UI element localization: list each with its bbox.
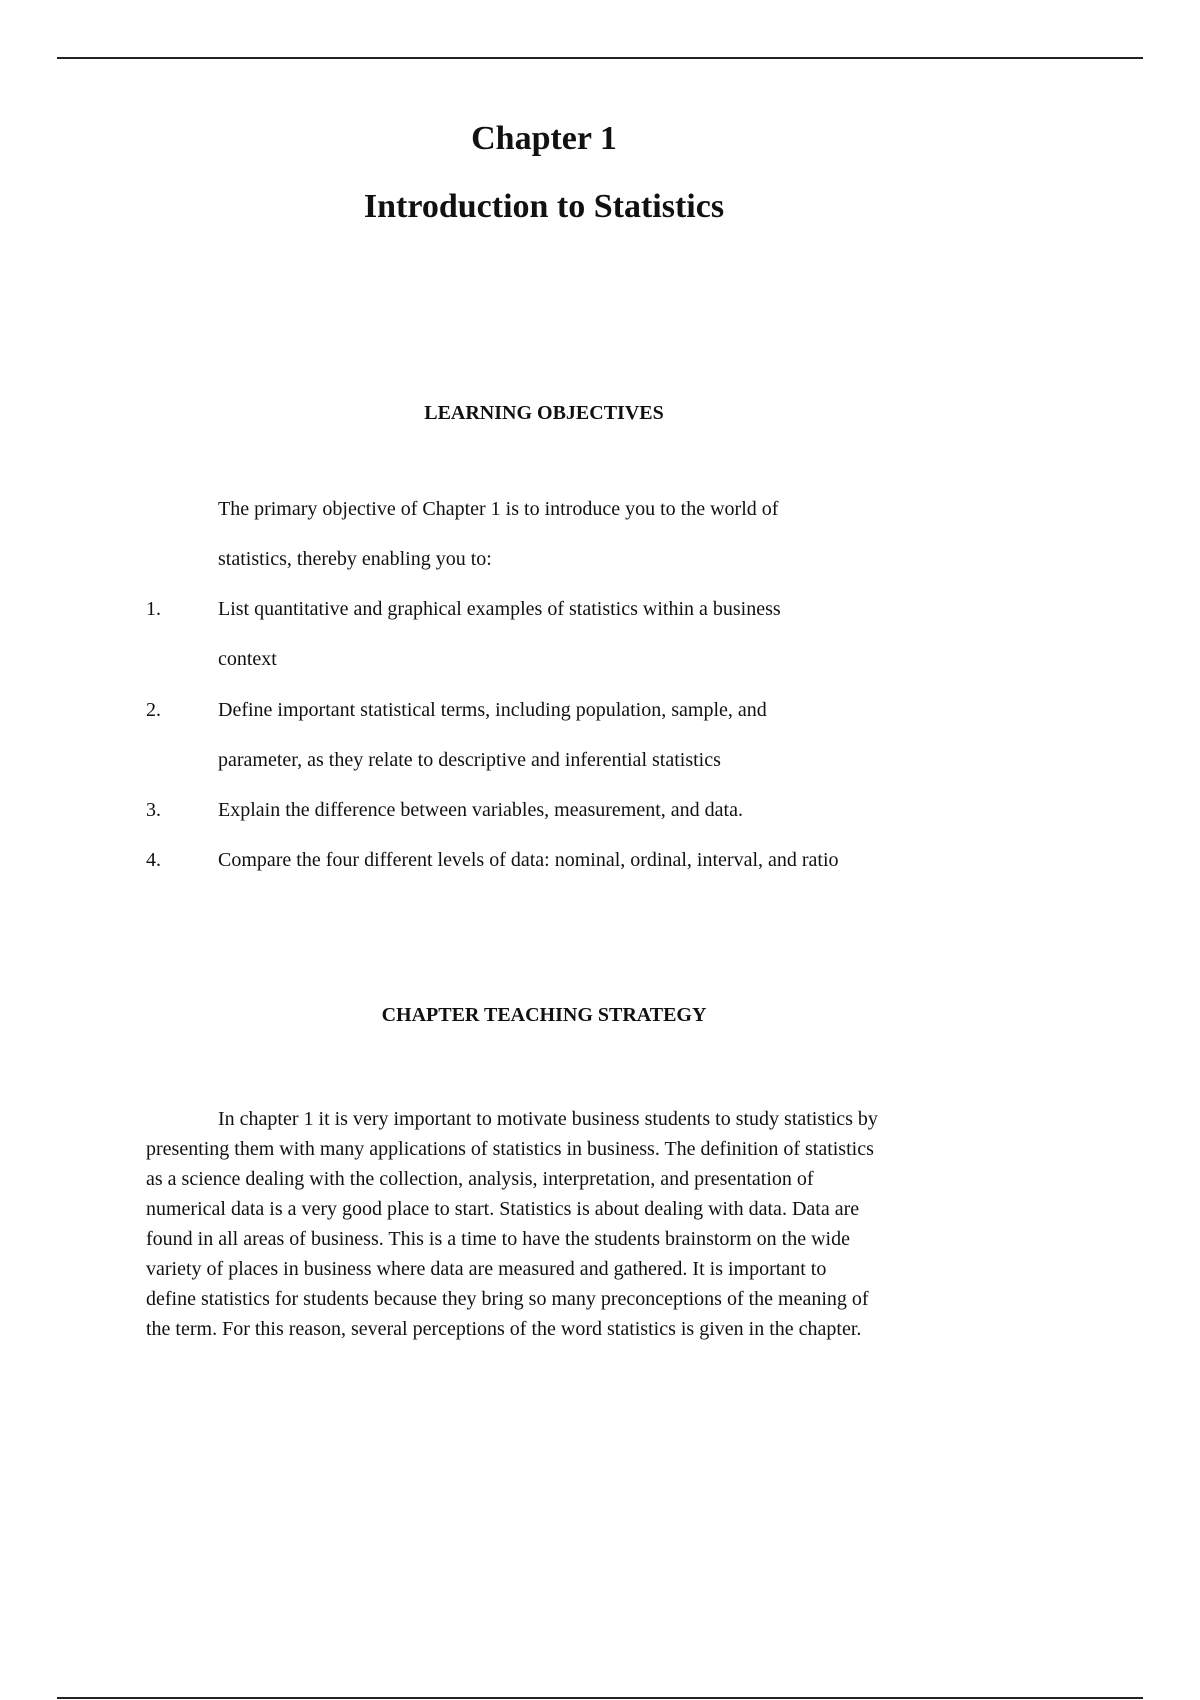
objective-number: 2. — [146, 699, 161, 721]
top-rule — [57, 57, 1143, 59]
teaching-strategy-paragraph — [146, 1104, 1016, 1344]
teaching-strategy-heading: CHAPTER TEACHING STRATEGY — [381, 1004, 707, 1026]
objective-text: List quantitative and graphical examples of statistics within a business — [218, 598, 781, 620]
objective-text: context — [218, 648, 277, 670]
chapter-number: Chapter 1 — [471, 120, 617, 157]
paragraph-line: the term. For this reason, several perceptions of the word statistics is given in the chapter. — [146, 1318, 862, 1340]
objective-number: 4. — [146, 849, 161, 871]
paragraph-line: found in all areas of business. This is a time to have the students brainstorm on the wide — [146, 1228, 850, 1250]
chapter-title: Introduction to Statistics — [363, 188, 725, 225]
bottom-rule — [57, 1697, 1143, 1699]
objective-text: Compare the four different levels of data: nominal, ordinal, interval, and ratio — [218, 849, 839, 871]
objectives-intro-line: The primary objective of Chapter 1 is to introduce you to the world of — [218, 498, 779, 520]
objective-text: Explain the difference between variables, measurement, and data. — [218, 799, 743, 821]
objective-text: Define important statistical terms, including population, sample, and — [218, 699, 767, 721]
objective-number: 3. — [146, 799, 161, 821]
paragraph-line: numerical data is a very good place to start. Statistics is about dealing with data. Data are — [146, 1198, 860, 1220]
objective-number: 1. — [146, 598, 161, 620]
paragraph-line: In chapter 1 it is very important to motivate business students to study statistics by — [218, 1108, 878, 1130]
paragraph-line: define statistics for students because they bring so many preconceptions of the meaning of — [146, 1288, 869, 1310]
paragraph-line: as a science dealing with the collection, analysis, interpretation, and presentation of — [146, 1168, 814, 1190]
objectives-intro-line: statistics, thereby enabling you to: — [218, 548, 492, 570]
objective-text: parameter, as they relate to descriptive and inferential statistics — [218, 749, 721, 771]
paragraph-line: variety of places in business where data are measured and gathered. It is important to — [146, 1258, 827, 1280]
learning-objectives-heading: LEARNING OBJECTIVES — [424, 402, 664, 424]
paragraph-line: presenting them with many applications of statistics in business. The definition of statistics — [146, 1138, 874, 1160]
